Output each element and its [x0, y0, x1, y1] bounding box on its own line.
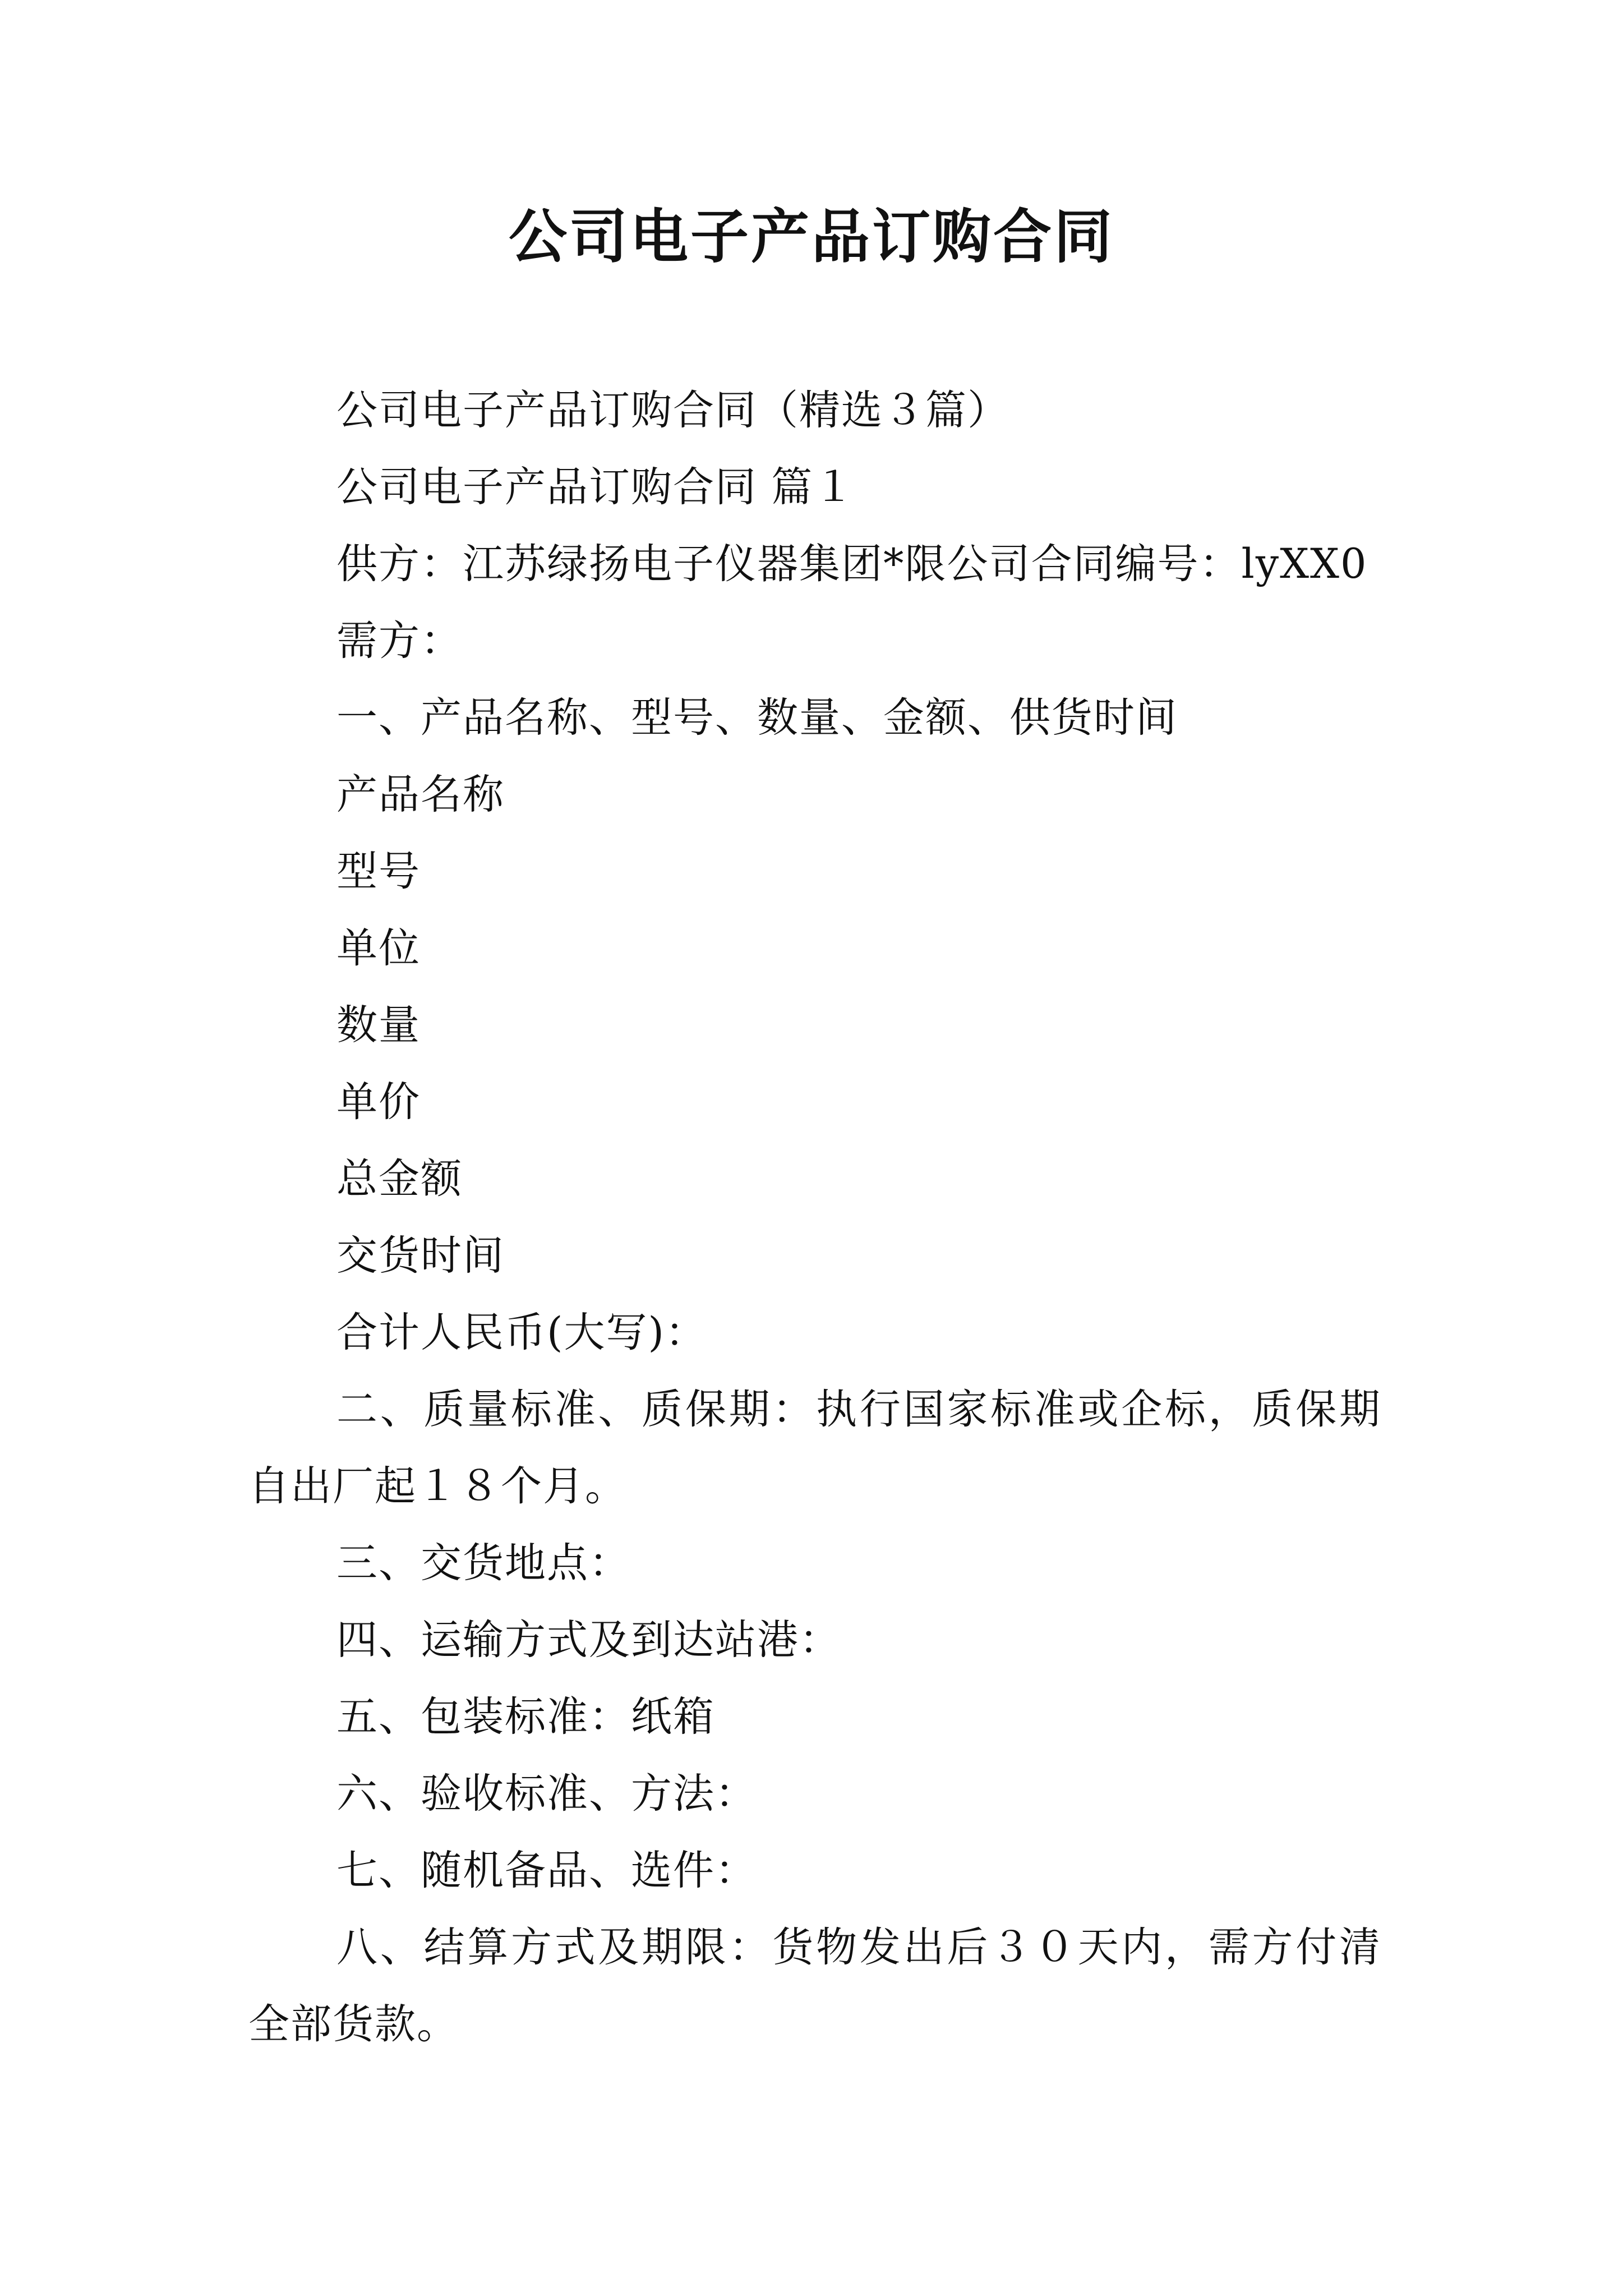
- field-total-rmb: 合计人民币(大写)：: [336, 1309, 707, 1356]
- clause-2-quality: 二、质量标准、质保期：执行国家标准或企标，质保期自出厂起１８个月。: [248, 1386, 1381, 1510]
- clause-4-transport: 四、运输方式及到达站港：: [336, 1616, 841, 1664]
- field-unit: 单位: [336, 924, 421, 972]
- section-heading: 公司电子产品订购合同 篇１: [336, 463, 856, 511]
- field-delivery-time: 交货时间: [336, 1232, 505, 1280]
- field-model: 型号: [336, 848, 421, 895]
- field-total-amount: 总金额: [336, 1155, 463, 1203]
- field-unit-price: 单价: [336, 1078, 421, 1126]
- clause-6-acceptance: 六、验收标准、方法：: [336, 1770, 757, 1818]
- supplier-line: 供方：江苏绿扬电子仪器集团*限公司合同编号：lyXX0: [336, 540, 1368, 588]
- field-quantity: 数量: [336, 1001, 421, 1049]
- clause-5-packaging: 五、包装标准：纸箱: [336, 1693, 715, 1741]
- subtitle-line: 公司电子产品订购合同（精选３篇）: [336, 386, 1009, 434]
- document-body: [248, 372, 1381, 2063]
- page-title: 公司电子产品订购合同: [508, 202, 1114, 271]
- field-product-name: 产品名称: [336, 771, 505, 818]
- clause-3-delivery-place: 三、交货地点：: [336, 1539, 631, 1587]
- buyer-line: 需方：: [336, 617, 463, 665]
- clause-7-spares: 七、随机备品、选件：: [336, 1847, 757, 1894]
- clause-1-heading: 一、产品名称、型号、数量、金额、供货时间: [336, 694, 1178, 742]
- clause-8-settlement: 八、结算方式及期限：货物发出后３０天内，需方付清全部货款。: [248, 1924, 1381, 2048]
